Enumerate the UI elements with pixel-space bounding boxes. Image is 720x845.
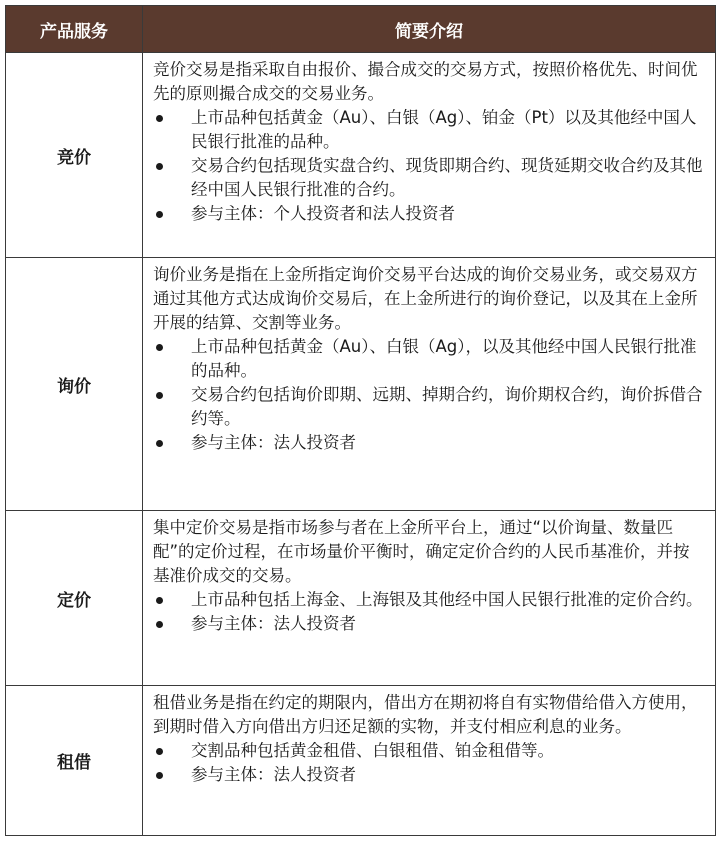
table-row [6, 686, 716, 836]
list-item [153, 154, 706, 202]
bullet-dot-icon [156, 115, 163, 122]
table-row [6, 53, 716, 258]
row-name: 租借 [6, 686, 143, 836]
list-item [153, 383, 706, 431]
list-item [153, 612, 706, 636]
row-description [143, 686, 716, 836]
row-description [143, 258, 716, 511]
table-header-row [6, 6, 716, 53]
product-services-table [5, 5, 716, 836]
list-item-text: 上市品种包括上海金、上海银及其他经中国人民银行批准的定价合约。 [191, 590, 703, 609]
bullet-list [153, 106, 706, 226]
bullet-dot-icon [156, 163, 163, 170]
list-item-text: 交易合约包括询价即期、远期、掉期合约，询价期权合约，询价拆借合约等。 [191, 385, 703, 428]
list-item [153, 739, 706, 763]
row-name: 询价 [6, 258, 143, 511]
table-row [6, 258, 716, 511]
row-intro-text: 竞价交易是指采取自由报价、撮合成交的交易方式，按照价格优先、时间优先的原则撮合成交的交易业务。 [153, 60, 698, 103]
header-product-service: 产品服务 [6, 6, 143, 53]
row-intro-text: 询价业务是指在上金所指定询价交易平台达成的询价交易业务，或交易双方通过其他方式达成询价交易后，在上金所进行的询价登记，以及其在上金所开展的结算、交割等业务。 [153, 265, 698, 332]
row-name: 定价 [6, 511, 143, 686]
list-item [153, 763, 706, 787]
list-item [153, 588, 706, 612]
product-services-table-wrapper [5, 5, 715, 839]
list-item [153, 202, 706, 226]
row-intro-text: 集中定价交易是指市场参与者在上金所平台上，通过“以价询量、数量匹配”的定价过程，在市场量价平衡时，确定定价合约的人民币基准价，并按基准价成交的交易。 [153, 518, 690, 585]
bullet-dot-icon [156, 211, 163, 218]
list-item [153, 431, 706, 455]
bullet-dot-icon [156, 440, 163, 447]
list-item-text: 参与主体：法人投资者 [191, 433, 356, 452]
bullet-dot-icon [156, 344, 163, 351]
bullet-dot-icon [156, 748, 163, 755]
list-item-text: 参与主体：法人投资者 [191, 765, 356, 784]
table-row [6, 511, 716, 686]
header-brief-intro: 简要介绍 [143, 6, 716, 53]
row-name: 竞价 [6, 53, 143, 258]
list-item [153, 335, 706, 383]
bullet-dot-icon [156, 621, 163, 628]
bullet-list [153, 335, 706, 455]
bullet-dot-icon [156, 772, 163, 779]
bullet-list [153, 739, 706, 787]
bullet-list [153, 588, 706, 636]
row-intro-text: 租借业务是指在约定的期限内，借出方在期初将自有实物借给借入方使用，到期时借入方向借出方归还足额的实物，并支付相应利息的业务。 [153, 693, 698, 736]
list-item-text: 上市品种包括黄金（Au）、白银（Ag）、铂金（Pt）以及其他经中国人民银行批准的品种。 [191, 108, 697, 151]
list-item-text: 上市品种包括黄金（Au）、白银（Ag），以及其他经中国人民银行批准的品种。 [191, 337, 697, 380]
list-item-text: 交割品种包括黄金租借、白银租借、铂金租借等。 [191, 741, 554, 760]
list-item [153, 106, 706, 154]
list-item-text: 参与主体：个人投资者和法人投资者 [191, 204, 455, 223]
list-item-text: 参与主体：法人投资者 [191, 614, 356, 633]
bullet-dot-icon [156, 392, 163, 399]
bullet-dot-icon [156, 597, 163, 604]
row-description [143, 53, 716, 258]
row-description [143, 511, 716, 686]
list-item-text: 交易合约包括现货实盘合约、现货即期合约、现货延期交收合约及其他经中国人民银行批准的合约。 [191, 156, 703, 199]
